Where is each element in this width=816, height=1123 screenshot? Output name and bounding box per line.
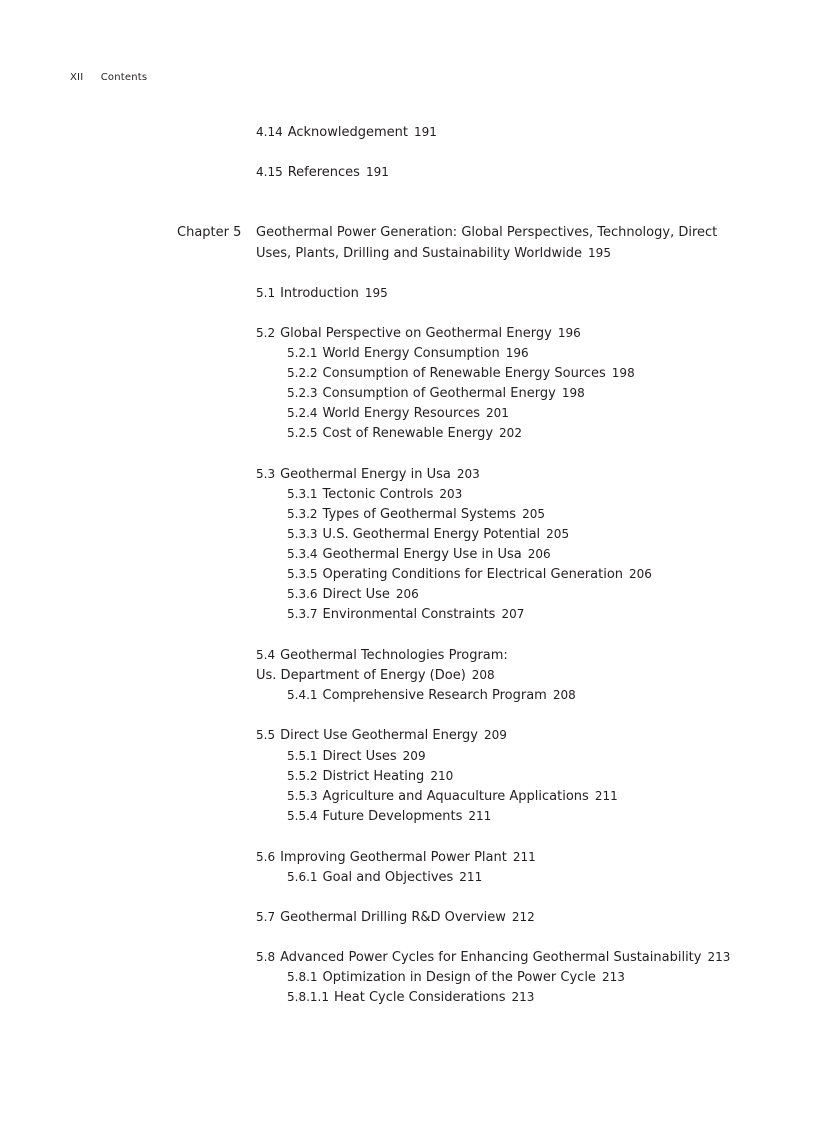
toc-entry-number: 4.15 — [256, 165, 283, 179]
header-title: Contents — [100, 72, 148, 83]
toc-entry — [256, 847, 536, 868]
running-head — [70, 72, 147, 83]
toc-entry-title: Environmental Constraints — [322, 607, 496, 622]
toc-subentry — [287, 343, 529, 364]
toc-entry-page: 213 — [707, 950, 731, 964]
toc-entry-page: 208 — [471, 668, 495, 682]
toc-entry-page: 211 — [594, 789, 618, 803]
toc-entry-page: 195 — [364, 286, 388, 300]
toc-entry-title: Us. Department of Energy (Doe) — [256, 668, 466, 683]
toc-entry-number: 5.4.1 — [287, 688, 318, 702]
toc-entry-title: U.S. Geothermal Energy Potential — [322, 527, 541, 542]
toc-entry-number: 5.2.5 — [287, 426, 318, 440]
toc-entry-number: 4.14 — [256, 125, 283, 139]
toc-entry-number: 5.5.2 — [287, 769, 318, 783]
toc-entry — [256, 122, 437, 143]
toc-subentry — [287, 403, 509, 424]
toc-entry-number: 5.5.1 — [287, 749, 318, 763]
toc-entry-title: Agriculture and Aquaculture Applications — [322, 789, 589, 804]
toc-entry-number: 5.6 — [256, 850, 276, 864]
toc-entry-page: 211 — [459, 870, 483, 884]
toc-entry-number: 5.2.4 — [287, 406, 318, 420]
toc-entry-number: 5.2.3 — [287, 386, 318, 400]
toc-entry-page: 205 — [546, 527, 570, 541]
toc-entry-number: 5.7 — [256, 910, 276, 924]
toc-entry-number: 5.5.3 — [287, 789, 318, 803]
toc-entry-page: 212 — [511, 910, 535, 924]
toc-subentry — [287, 867, 482, 888]
toc-entry — [256, 907, 535, 928]
toc-subentry — [287, 746, 426, 767]
toc-entry-page: 191 — [414, 125, 437, 139]
toc-entry-number: 5.8.1 — [287, 970, 318, 984]
toc-subentry — [287, 685, 576, 706]
toc-entry-page: 196 — [557, 326, 581, 340]
toc-subentry — [287, 363, 635, 384]
toc-entry-page: 211 — [512, 850, 536, 864]
toc-entry-number: 5.6.1 — [287, 870, 318, 884]
toc-subentry — [287, 484, 462, 505]
toc-subentry — [287, 967, 625, 988]
toc-entry-number: 5.3.1 — [287, 487, 318, 501]
toc-entry-number: 5.3.4 — [287, 547, 318, 561]
toc-entry-page: 203 — [456, 467, 480, 481]
toc-entry-title: Future Developments — [322, 809, 463, 824]
toc-entry-page: 205 — [522, 507, 545, 521]
toc-entry-number: 5.2.2 — [287, 366, 318, 380]
toc-entry-title: Operating Conditions for Electrical Generation — [322, 567, 624, 582]
toc-entry-page: 209 — [483, 728, 507, 742]
toc-subentry — [287, 584, 419, 605]
toc-entry-title: Heat Cycle Considerations — [333, 990, 506, 1005]
toc-subentry — [287, 423, 522, 444]
toc-subentry — [287, 524, 569, 545]
toc-subentry — [287, 544, 551, 565]
toc-entry-title: References — [287, 165, 360, 180]
toc-entry-number: 5.3.5 — [287, 567, 318, 581]
toc-entry-title: Global Perspective on Geothermal Energy — [280, 326, 552, 341]
header-page-number: XII — [70, 72, 84, 83]
toc-subentry — [287, 383, 585, 404]
chapter-title-text: Geothermal Power Generation: Global Perspectives, Technology, Direct — [256, 225, 718, 240]
toc-entry-title: Acknowledgement — [287, 125, 408, 140]
toc-subentry — [287, 504, 545, 525]
toc-entry-number: 5.5.4 — [287, 809, 318, 823]
toc-entry-number: 5.3.3 — [287, 527, 318, 541]
toc-entry-page: 206 — [395, 587, 419, 601]
toc-entry-title: Advanced Power Cycles for Enhancing Geothermal Sustainability — [280, 950, 702, 965]
toc-entry-page: 203 — [439, 487, 463, 501]
toc-entry-page: 198 — [611, 366, 635, 380]
toc-entry-page: 213 — [601, 970, 625, 984]
toc-entry-number: 5.3.2 — [287, 507, 318, 521]
toc-entry-title: Optimization in Design of the Power Cycle — [322, 970, 596, 985]
toc-entry-page: 210 — [430, 769, 454, 783]
toc-entry-number: 5.3 — [256, 467, 276, 481]
toc-entry-page: 213 — [511, 990, 535, 1004]
toc-entry-title: Consumption of Renewable Energy Sources — [322, 366, 606, 381]
toc-entry-page: 202 — [499, 426, 522, 440]
toc-entry — [256, 645, 508, 666]
toc-entry-title: Improving Geothermal Power Plant — [280, 850, 507, 865]
toc-subentry — [287, 987, 534, 1008]
toc-entry-page: 206 — [527, 547, 551, 561]
toc-entry-title: Tectonic Controls — [322, 487, 434, 502]
toc-entry-page: 196 — [505, 346, 529, 360]
toc-entry-page: 209 — [402, 749, 426, 763]
toc-entry — [256, 947, 730, 968]
toc-entry-title: Types of Geothermal Systems — [322, 507, 517, 522]
chapter-label: Chapter 5 — [177, 225, 242, 240]
toc-entry-title: Geothermal Technologies Program: — [280, 648, 508, 663]
toc-entry-title: Geothermal Drilling R&D Overview — [280, 910, 506, 925]
toc-entry — [256, 283, 388, 304]
toc-entry-title: Direct Uses — [322, 749, 397, 764]
toc-entry-number: 5.4 — [256, 648, 276, 662]
toc-entry-continuation — [256, 665, 495, 686]
toc-entry — [256, 464, 480, 485]
toc-entry-number: 5.1 — [256, 286, 276, 300]
toc-entry-number: 5.8 — [256, 950, 276, 964]
toc-entry-page: 206 — [629, 567, 652, 581]
toc-entry-title: Consumption of Geothermal Energy — [322, 386, 556, 401]
toc-entry-title: Comprehensive Research Program — [322, 688, 547, 703]
toc-entry-page: 201 — [485, 406, 509, 420]
toc-entry-page: 191 — [365, 165, 389, 179]
toc-subentry — [287, 766, 453, 787]
toc-entry-title: Cost of Renewable Energy — [322, 426, 494, 441]
toc-entry — [256, 162, 389, 183]
toc-entry-number: 5.2.1 — [287, 346, 318, 360]
chapter-title-text: Uses, Plants, Drilling and Sustainability Worldwide — [256, 246, 583, 261]
toc-entry-title: World Energy Resources — [322, 406, 480, 421]
toc-entry-title: Goal and Objectives — [322, 870, 454, 885]
toc-subentry — [287, 786, 618, 807]
toc-entry-page: 207 — [501, 607, 525, 621]
toc-entry-page: 211 — [468, 809, 492, 823]
toc-entry-title: World Energy Consumption — [322, 346, 500, 361]
toc-entry-title: Direct Use Geothermal Energy — [280, 728, 478, 743]
toc-entry — [256, 725, 507, 746]
toc-entry-number: 5.3.7 — [287, 607, 318, 621]
chapter-page: 195 — [588, 246, 611, 260]
toc-entry-title: District Heating — [322, 769, 425, 784]
toc-entry-title: Direct Use — [322, 587, 390, 602]
toc-entry-page: 208 — [552, 688, 576, 702]
toc-entry-number: 5.2 — [256, 326, 276, 340]
toc-entry-title: Geothermal Energy Use in Usa — [322, 547, 522, 562]
toc-subentry — [287, 564, 652, 585]
toc-entry — [256, 323, 581, 344]
toc-entry-number: 5.5 — [256, 728, 276, 742]
toc-subentry — [287, 604, 524, 625]
toc-entry-title: Introduction — [280, 286, 359, 301]
toc-entry-number: 5.8.1.1 — [287, 990, 329, 1004]
toc-entry-number: 5.3.6 — [287, 587, 318, 601]
toc-subentry — [287, 806, 491, 827]
chapter-title-line-1 — [256, 223, 717, 243]
toc-entry-page: 198 — [561, 386, 585, 400]
toc-entry-title: Geothermal Energy in Usa — [280, 467, 451, 482]
chapter-title-line-2 — [256, 243, 611, 264]
